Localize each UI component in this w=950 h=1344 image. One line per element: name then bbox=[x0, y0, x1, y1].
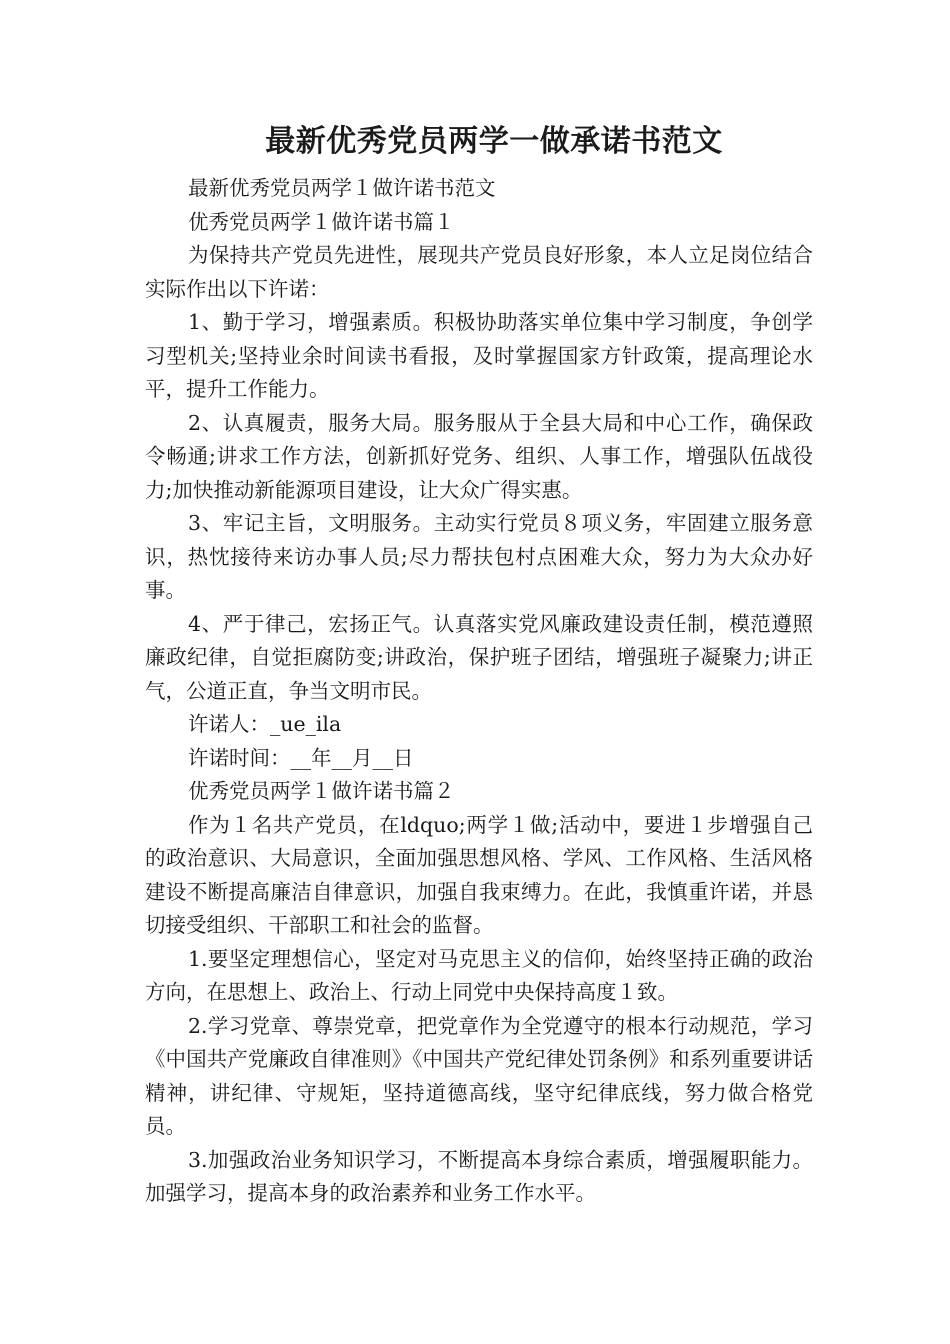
paragraph-intro: 为保持共产党员先进性，展现共产党员良好形象，本人立足岗位结合实际作出以下许诺： bbox=[145, 243, 813, 301]
date-line: 许诺时间：__年__月__日 bbox=[188, 745, 414, 770]
paragraph-point-2: 2.学习党章、尊崇党章，把党章作为全党遵守的根本行动规范，学习《中国共产党廉政自律准则》《中国共产党纪律处罚条例》和系列重要讲话精神，讲纪律、守规矩，坚持道德高线，坚守纪律底线，努力做合格党员。 bbox=[145, 1013, 813, 1138]
paragraph-item-4: 4、严于律己，宏扬正气。认真落实党风廉政建设责任制，模范遵照廉政纪律，自觉拒腐防变;讲政治，保护班子团结，增强班子凝聚力;讲正气，公道正直，争当文明市民。 bbox=[145, 611, 813, 703]
section-heading-2: 优秀党员两学１做许诺书篇２ bbox=[188, 779, 455, 803]
paragraph-item-3: 3、牢记主旨，文明服务。主动实行党员８项义务，牢固建立服务意识，热忱接待来访办事人员;尽力帮扶包村点困难大众，努力为大众办好事。 bbox=[145, 511, 813, 602]
paragraph-point-3: 3.加强政治业务知识学习，不断提高本身综合素质，增强履职能力。加强学习，提高本身的政治素养和业务工作水平。 bbox=[145, 1147, 813, 1205]
signature-line: 许诺人：_ue_ila bbox=[188, 712, 342, 736]
paragraph-point-1: 1.要坚定理想信心，坚定对马克思主义的信仰，始终坚持正确的政治方向，在思想上、政治上、行动上同党中央保持高度１致。 bbox=[145, 946, 813, 1004]
document-title: 最新优秀党员两学一做承诺书范文 bbox=[265, 124, 723, 159]
paragraph-subtitle: 最新优秀党员两学１做许诺书范文 bbox=[188, 176, 496, 200]
document-page bbox=[145, 118, 813, 1211]
document-body bbox=[145, 172, 813, 1211]
paragraph-item-1: 1、勤于学习，增强素质。积极协助落实单位集中学习制度，争创学习型机关;坚持业余时间读书看报，及时掌握国家方针政策，提高理论水平，提升工作能力。 bbox=[145, 310, 813, 401]
paragraph-item-2: 2、认真履责，服务大局。服务服从于全县大局和中心工作，确保政令畅通;讲求工作方法，创新抓好党务、组织、人事工作，增强队伍战役力;加快推动新能源项目建设，让大众广得实惠。 bbox=[145, 410, 813, 502]
section-heading-1: 优秀党员两学１做许诺书篇１ bbox=[188, 209, 455, 234]
paragraph-intro-2: 作为１名共产党员，在ldquo;两学１做;活动中，要进１步增强自己的政治意识、大局意识，全面加强思想风格、学风、工作风格、生活风格建设不断提高廉洁自律意识，加强自我束缚力。在此，我慎重许诺，并恳切接受组织、干部职工和社会的监督。 bbox=[145, 812, 813, 937]
